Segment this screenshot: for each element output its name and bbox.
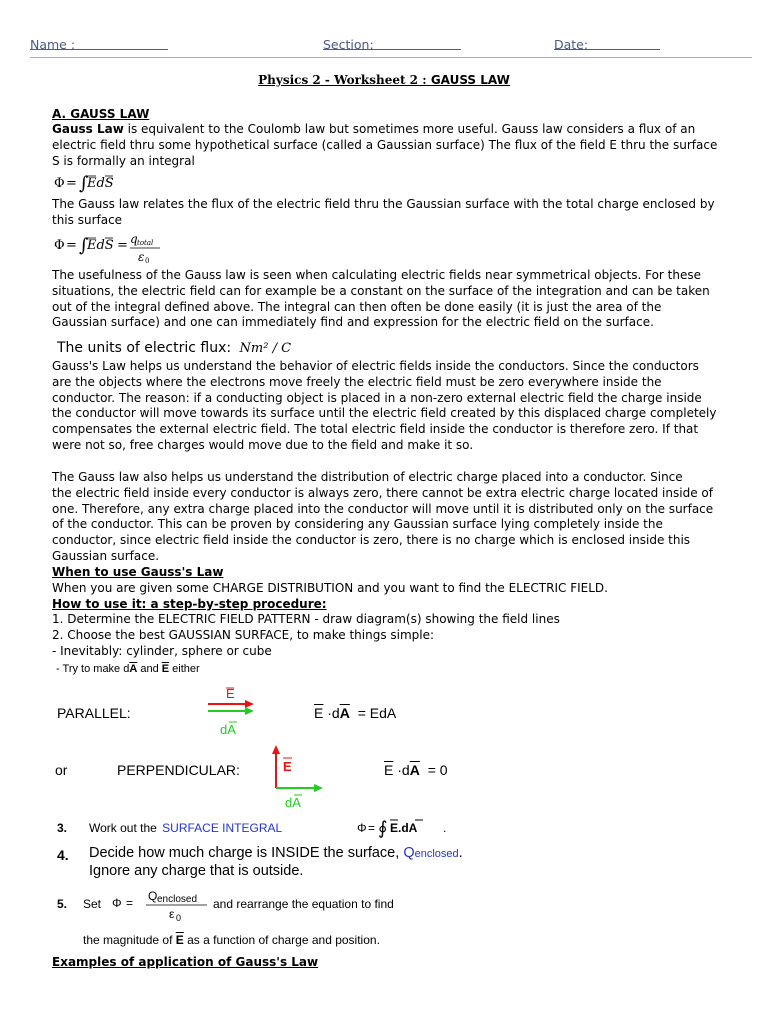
units-line xyxy=(57,340,291,356)
section-blank[interactable] xyxy=(323,37,461,50)
eqp-dot: · xyxy=(327,705,332,721)
eq2-integral: ∫ xyxy=(79,235,89,256)
name-blank[interactable] xyxy=(30,37,168,50)
units-label: The units of electric flux: xyxy=(57,340,232,356)
eq2-phi: Φ xyxy=(54,238,65,253)
eq1-phi: Φ xyxy=(54,176,65,191)
try-line xyxy=(56,663,200,675)
parallel-diagram xyxy=(200,685,270,740)
units-value: Nm² / C xyxy=(239,341,292,356)
eqq-dot: · xyxy=(397,762,402,778)
step5-E: $\overline{E}$ xyxy=(175,933,184,947)
step5-line2 xyxy=(83,933,380,947)
svg-text:.: . xyxy=(443,821,447,835)
parallel-E-label: E xyxy=(226,686,235,701)
step3-surface-integral: SURFACE INTEGRAL xyxy=(162,821,283,835)
step3-line xyxy=(89,821,282,835)
eq1-body: EdS xyxy=(87,176,114,191)
paragraph-2 xyxy=(52,197,724,229)
paragraph-4 xyxy=(52,359,724,454)
step5-equation xyxy=(110,887,210,923)
eqp-rhs: = EdA xyxy=(357,705,397,721)
p4-line: are the objects where the electrons move freely the electric field must be zero everywhere inside the xyxy=(52,374,662,389)
header-rule xyxy=(30,57,752,58)
step5-line2b: as a function of charge and position. xyxy=(183,933,380,947)
p4-line: were not so, free charges would move due to the field and make it so. xyxy=(52,437,474,452)
when-heading: When to use Gauss's Law xyxy=(52,565,224,579)
how-heading: How to use it: a step-by-step procedure: xyxy=(52,596,327,611)
p5-line: one. Therefore, any extra charge placed into the conductor will move until it is distributed only on the surface xyxy=(52,501,714,516)
eqq-A: $\overline{A}$ xyxy=(409,762,420,778)
s5-eps-sub: 0 xyxy=(176,913,182,923)
step-item: - Inevitably: cylinder, sphere or cube xyxy=(52,643,272,658)
title-part2: GAUSS LAW xyxy=(426,73,510,87)
page-title xyxy=(0,73,768,87)
eq1-integral: ∫ xyxy=(79,173,89,194)
when-text: When you are given some CHARGE DISTRIBUTION and you want to find the ELECTRIC FIELD. xyxy=(52,580,608,595)
step4-text: Decide how much charge is INSIDE the surface, Qenclosed. Ignore any charge that is outside. xyxy=(89,845,463,879)
p1-line3: S is formally an integral xyxy=(52,153,195,168)
date-blank[interactable] xyxy=(554,37,660,50)
p5-line: of the conductor. This can be proven by considering any Gaussian surface lying completely inside the xyxy=(52,517,663,532)
paragraph-1 xyxy=(52,122,724,169)
p3-line: Gaussian surface) and one can immediately find and expression for the electric field on the surface. xyxy=(52,315,654,330)
name-label: Name : xyxy=(30,37,76,52)
gauss-law-equation xyxy=(52,231,172,267)
date-label: Date: xyxy=(554,37,589,52)
step-item: 1. Determine the ELECTRIC FIELD PATTERN - draw diagram(s) showing the field lines xyxy=(52,612,560,627)
eq2-eps: ε xyxy=(138,250,145,264)
s3-body: E.dA xyxy=(390,821,418,835)
or-label: or xyxy=(55,762,68,778)
eq2-eps-sub: 0 xyxy=(145,257,150,265)
eq2-q-sub: total xyxy=(137,239,154,247)
eq-parallel: $\overline{E} \cdot d\overline{A}$ = EdA xyxy=(314,705,397,721)
p1-line2: electric field thru some hypothetical surface (called a Gaussian surface) The flux of the field E thru the surface xyxy=(52,137,718,152)
examples-heading: Examples of application of Gauss's Law xyxy=(52,955,319,969)
perp-E-label: E xyxy=(283,759,292,774)
p2-line2: this surface xyxy=(52,212,123,227)
p2-line1: The Gauss law relates the flux of the electric field thru the Gaussian surface with the total charge enclosed by xyxy=(52,197,715,211)
step-item: 2. Choose the best GAUSSIAN SURFACE, to make things simple: xyxy=(52,628,435,643)
p4-line: Gauss's Law helps us understand the behavior of electric fields inside the conductors. Since the conductors xyxy=(52,359,699,373)
eq-perp: $\overline{E} \cdot d\overline{A} = 0$ xyxy=(384,762,448,778)
paragraph-5 xyxy=(52,470,724,565)
try-dA: $\overline{A}$ xyxy=(129,663,138,675)
eq2-equals: = xyxy=(66,238,77,253)
p5-line: conductor, since electric field inside the conductor is zero, there is no charge which is enclosed inside this xyxy=(52,533,691,548)
p1-line1: is equivalent to the Coulomb law but sometimes more useful. Gauss law considers a flux of an xyxy=(123,122,696,136)
step5-rearrange: and rearrange the equation to find xyxy=(213,897,394,911)
p4-line: conductor. The reason: if a conducting object is placed in a non-zero external electric field the charge inside xyxy=(52,390,702,405)
step5-num: 5. xyxy=(57,897,68,911)
s3-oint: ∮ xyxy=(378,818,388,839)
p5-line: The Gauss law also helps us understand the distribution of electric charge placed into a conductor. Since xyxy=(52,470,683,484)
perpendicular-diagram xyxy=(265,742,335,812)
s3-eq: = xyxy=(368,821,376,835)
s5-Q: Q xyxy=(148,889,158,903)
step3-text: Work out the xyxy=(89,821,157,835)
p5-line: the electric field inside every conductor is always zero, there cannot be extra electric charge located inside of xyxy=(52,485,713,500)
try-b: and xyxy=(137,663,162,675)
eqq-rhs: = 0 xyxy=(427,762,448,778)
eq2-q: q xyxy=(130,232,138,246)
p3-line: out of the integral defined above. The integral can then often be done easily (it is just the area of the xyxy=(52,299,662,314)
paragraph-3 xyxy=(52,268,724,331)
step4-q-sub: enclosed xyxy=(414,848,459,860)
eq2-body: EdS xyxy=(87,238,114,253)
parallel-label: PARALLEL: xyxy=(57,705,131,721)
try-a: - Try to make d xyxy=(56,663,130,675)
try-c: either xyxy=(169,663,200,675)
title-part1: Physics 2 - Worksheet 2 : xyxy=(258,73,427,87)
section-label: Section: xyxy=(323,37,374,52)
step4-q: Q xyxy=(403,845,415,861)
eq2-equals2: = xyxy=(117,238,128,253)
gauss-law-bold: Gauss Law xyxy=(52,122,124,136)
s5-eps: ε xyxy=(169,907,175,921)
perpendicular-label: PERPENDICULAR: xyxy=(117,762,240,778)
p4-line: the conductor will move towards its surface until the electric field created by this displaced charge completely xyxy=(52,406,717,421)
step3-num: 3. xyxy=(57,821,68,835)
p4-line: compensates the external electric field. The total electric field inside the conductor is therefore zero. If that xyxy=(52,422,699,437)
perp-dA-label: dA xyxy=(285,795,301,810)
step4-line1: Decide how much charge is INSIDE the surface, xyxy=(89,845,400,861)
step4-num: 4. xyxy=(57,847,69,863)
eq1-equals: = xyxy=(66,176,77,191)
p5-line: Gaussian surface. xyxy=(52,548,160,563)
p3-line: situations, the electric field can for example be a constant on the surface of the integration and can be taken xyxy=(52,283,710,298)
s5-Q-sub: enclosed xyxy=(157,894,198,905)
parallel-dA-label: dA xyxy=(220,722,236,737)
flux-integral-equation xyxy=(52,170,132,194)
try-E: $\overline{E}$ xyxy=(161,663,170,675)
header xyxy=(30,37,752,57)
eqp-E: $\overline{E}$ xyxy=(314,705,324,721)
p3-line: The usefulness of the Gauss law is seen when calculating electric fields near symmetrical objects. For these xyxy=(52,268,702,282)
eqq-E: $\overline{E}$ xyxy=(384,762,394,778)
step3-equation xyxy=(355,815,455,839)
eqp-A: $\overline{A}$ xyxy=(339,705,350,721)
step4-line2: Ignore any charge that is outside. xyxy=(89,863,304,879)
step4-qenclosed xyxy=(403,845,458,861)
step5-line2a: the magnitude of xyxy=(83,933,173,947)
s3-phi: Φ xyxy=(357,821,367,835)
when-section xyxy=(52,565,724,660)
section-a-heading: A. GAUSS LAW xyxy=(52,107,150,121)
s5-eq: = xyxy=(126,896,134,910)
step5-set: Set xyxy=(83,897,102,911)
s5-phi: Φ xyxy=(112,896,122,910)
